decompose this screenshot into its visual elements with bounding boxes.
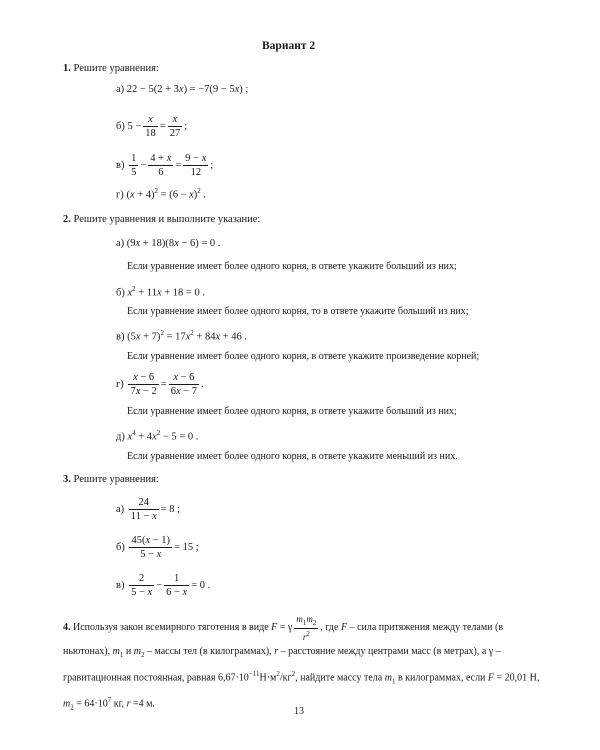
task-text: Решите уравнения: bbox=[73, 474, 159, 485]
task-number: 1. bbox=[63, 63, 71, 74]
task-2-heading bbox=[63, 214, 260, 225]
equation-2c: в) $(5x + 7)^2 = 17x^2 + 84x + 46$ . bbox=[116, 329, 248, 343]
item-label: б) bbox=[116, 541, 125, 553]
item-label: а) bbox=[116, 238, 125, 249]
equation-3b: б) $\frac{45(x - 1)}{5 - x}$ = 15 ; bbox=[116, 535, 199, 560]
instruction-2d: Если уравнение имеет более одного корня, в ответе укажите больший из них; bbox=[127, 406, 457, 417]
item-label: а) bbox=[116, 84, 125, 95]
item-label: б) bbox=[116, 287, 125, 299]
item-label: д) bbox=[116, 431, 125, 443]
instruction-2e: Если уравнение имеет более одного корня, в ответе укажите меньший из них. bbox=[127, 451, 458, 462]
equation-1c: в) $\frac{1}{5}$ − $\frac{4 + x}{6}$ = $\frac{9 - x}{12}$ ; bbox=[116, 153, 214, 178]
item-label: б) bbox=[116, 120, 125, 132]
equation-2b: б) $x^2 + 11x + 18 = 0$ . bbox=[116, 285, 205, 299]
item-label: г) bbox=[116, 378, 124, 390]
item-label: в) bbox=[116, 579, 125, 591]
task-number: 2. bbox=[63, 214, 71, 225]
instruction-2a: Если уравнение имеет более одного корня, в ответе укажите больший из них; bbox=[127, 261, 457, 272]
equation-2e: д) $x^4 + 4x^2 - 5 = 0$ . bbox=[116, 429, 199, 443]
equation-2a: а) (9x + 18)(8x − 6) = 0 . bbox=[116, 238, 221, 249]
item-label: г) bbox=[116, 189, 124, 201]
task-text: Решите уравнения: bbox=[73, 63, 159, 74]
item-label: в) bbox=[116, 159, 125, 171]
task-4-paragraph: 4. Используя закон всемирного тяготения в виде F = γ $\frac{m_1m_2}{r^2}$ , где F – сила притяжения между телами (в ньютонах), $m_1$ и $m_2$ – массы тел (в килограммах), r – расстояние между центрами масс (в метрах), а γ – гравитационная постоянная, равная $6,67\cdot 10^{-11}Н\cdot м^2/кг^2$, найдите массу тела $m_1$ в килограммах, если F = 20,01 Н, $m_2 = 64\cdot 10^7$ кг, r =4 м. bbox=[63, 614, 540, 712]
item-label: в) bbox=[116, 331, 125, 343]
task-1-heading bbox=[63, 63, 159, 74]
equation-1d: г) $(x + 4)^2 = (6 - x)^2$ . bbox=[116, 187, 207, 201]
task-number: 4. bbox=[63, 622, 71, 634]
equation-1b: б) 5 − $\frac{x}{18}$ = $\frac{x}{27}$ ; bbox=[116, 114, 188, 139]
page-number: 13 bbox=[294, 706, 304, 717]
equation-2d: г) $\frac{x - 6}{7x - 2}$ = $\frac{x - 6}{6x - 7}$ . bbox=[116, 372, 204, 397]
task-text: Решите уравнения и выполните указание: bbox=[73, 214, 261, 225]
equation-1a: а) 22 − 5(2 + 3x) = −7(9 − 5x) ; bbox=[116, 84, 249, 95]
equation-3a: а) $\frac{24}{11 - x}$ = 8 ; bbox=[116, 497, 181, 522]
instruction-2b: Если уравнение имеет более одного корня, то в ответе укажите больший из них; bbox=[127, 306, 469, 317]
equation-3c: в) $\frac{2}{5 - x}$ − $\frac{1}{6 - x}$ = 0 . bbox=[116, 573, 211, 598]
task-3-heading bbox=[63, 474, 159, 485]
page-title: Вариант 2 bbox=[262, 40, 316, 52]
item-label: а) bbox=[116, 503, 125, 515]
task-number: 3. bbox=[63, 474, 71, 485]
instruction-2c: Если уравнение имеет более одного корня, в ответе укажите произведение корней; bbox=[127, 351, 480, 362]
